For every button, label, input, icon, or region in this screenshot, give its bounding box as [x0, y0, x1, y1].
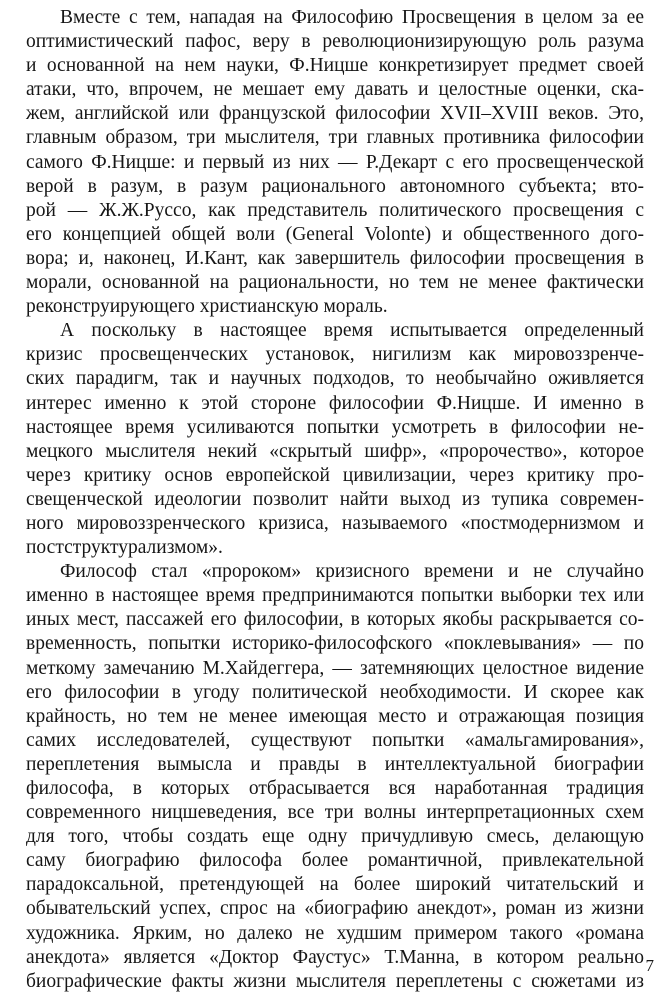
text-line: морали, основанной на рациональности, но тем не менее фактически [26, 272, 644, 294]
text-line: Философ стал «пророком» кризисного времени и не случайно [60, 561, 644, 583]
text-line: меткому замечанию М.Хайдеггера, — затемняющих целостное видение [26, 657, 644, 679]
text-line: реконструирующего христианскую мораль. [26, 296, 388, 318]
paragraph-3 [26, 560, 644, 994]
text-line: современного ницшеведения, все три волны интерпретационных схем [26, 802, 644, 824]
text-line: крайность, но тем не менее имеющая место и отражающая позиция [26, 705, 644, 727]
text-line: анекдота» является «Доктор Фаустус» Т.Манна, в котором реально [26, 946, 644, 968]
text-line: саму биографию философа более романтичной, привлекательной [26, 850, 644, 872]
text-line: А поскольку в настоящее время испытывается определенный [60, 320, 644, 342]
text-line: именно в настоящее время предпринимаются попытки выборки тех или [26, 585, 644, 607]
text-line: самих исследователей, существуют попытки «амальгамирования», [26, 729, 644, 751]
text-line: его философии в угоду политической необходимости. И скорее как [26, 681, 644, 703]
text-line: его концепцией общей воли (General Volonte) и общественного дого- [26, 223, 644, 245]
text-line: через критику основ европейской цивилизации, через критику про- [26, 464, 644, 486]
text-line: самого Ф.Ницше: и первый из них — Р.Декарт с его просвещенческой [26, 151, 644, 173]
text-line: вора; и, наконец, И.Кант, как завершитель философии просвещения в [26, 247, 644, 269]
text-line: атаки, что, впрочем, не мешает ему давать и целостные оценки, ска- [26, 79, 644, 101]
text-line: художника. Ярким, но далеко не худшим примером такого «романа [26, 922, 644, 944]
text-line: Вместе с тем, нападая на Философию Просвещения в целом за ее [60, 7, 644, 28]
text-line: иных мест, пассажей его философии, в которых якобы раскрывается со- [26, 609, 644, 631]
text-line: парадоксальной, претендующей на более широкий читательский и [26, 874, 644, 896]
text-line: ного мировоззренческого кризиса, называемого «постмодернизмом и [26, 512, 644, 534]
text-line: постструктурализмом». [26, 537, 223, 559]
text-line: и основанной на нем науки, Ф.Ницше конкретизирует предмет своей [26, 55, 644, 77]
text-line: оптимистический пафос, веру в революционизирующую роль разума [26, 31, 644, 53]
text-line: временность, попытки историко-философского «поклевывания» — по [26, 633, 644, 655]
text-line: биографические факты жизни мыслителя переплетены с сюжетами из [26, 970, 644, 992]
text-line: философа, в которых отбрасывается вся наработанная традиция [26, 778, 644, 799]
text-line: рой — Ж.Ж.Руссо, как представитель политического просвещения с [26, 199, 644, 221]
text-line: для того, чтобы создать еще одну причудливую смесь, делающую [26, 826, 644, 848]
page-number: 7 [645, 956, 654, 975]
paragraph-2 [26, 319, 644, 560]
paragraph-1 [26, 6, 644, 319]
text-line: настоящее время усиливаются попытки усмотреть в философии не- [26, 416, 644, 438]
text-line: кризис просвещенческих установок, нигилизм как мировоззренче- [26, 344, 644, 366]
text-line: интерес именно к этой стороне философии Ф.Ницше. И именно в [26, 392, 644, 414]
text-line: жем, английской или французской философии XVII–XVIII веков. Это, [26, 103, 644, 125]
text-line: верой в разум, в разум рационального автономного субъекта; вто- [26, 175, 644, 197]
body-text [26, 6, 644, 994]
text-line: свещенческой идеологии позволит найти выход из тупика современ- [26, 488, 644, 510]
text-line: обывательский успех, спрос на «биографию анекдот», роман из жизни [26, 898, 644, 920]
text-line: мецкого мыслителя некий «скрытый шифр», «пророчество», которое [26, 440, 644, 462]
text-line: ских парадигм, так и научных подходов, то необычайно оживляется [26, 368, 644, 390]
text-line: переплетения вымысла и правды в интеллектуальной биографии [26, 753, 644, 775]
text-line: главным образом, три мыслителя, три главных противника философии [26, 127, 644, 149]
